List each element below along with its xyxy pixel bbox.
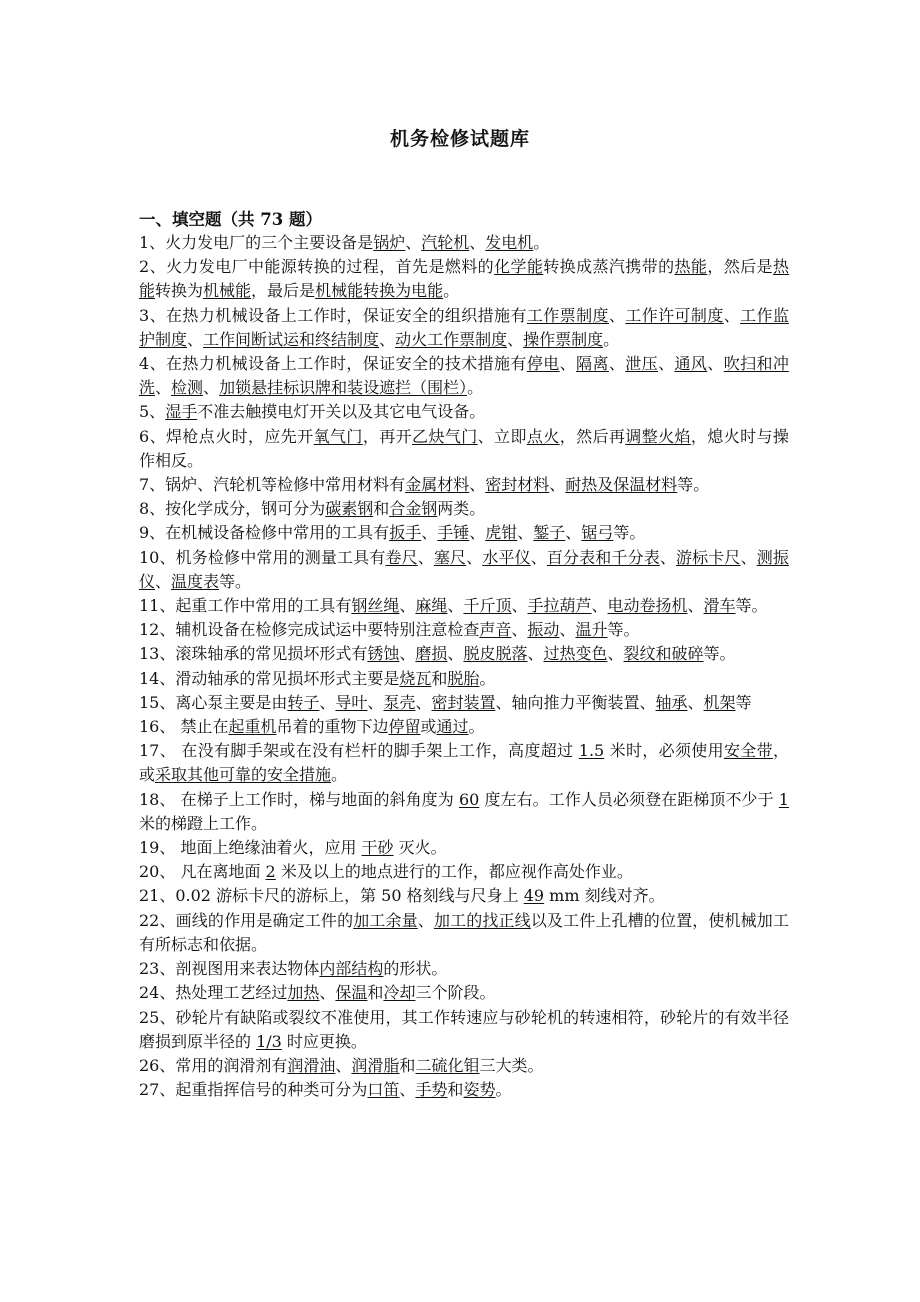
- answer-blank: 起重机: [228, 717, 277, 737]
- question-text: 等。: [613, 523, 646, 543]
- question-text: 、: [608, 354, 626, 374]
- question-text: 灭火。: [393, 838, 447, 858]
- question-text: 、: [417, 910, 434, 930]
- question-text: 度左右。工作人员必须登在距梯顶不少于: [479, 789, 779, 809]
- question-text: 、: [723, 305, 741, 325]
- question-text: 、: [607, 644, 624, 664]
- answer-blank: 2: [265, 862, 276, 882]
- question-item: [139, 546, 789, 594]
- answer-blank: 麻绳: [415, 596, 448, 616]
- answer-blank: 泵壳: [383, 692, 416, 712]
- answer-blank: 密封装置: [431, 692, 496, 712]
- question-text: 、: [559, 354, 577, 374]
- answer-blank: 卷尺: [385, 547, 418, 567]
- question-text: 5、: [139, 402, 166, 422]
- question-item: [139, 715, 789, 739]
- question-text: 、: [466, 547, 483, 567]
- question-item: [139, 957, 789, 981]
- question-text: 、: [591, 596, 608, 616]
- answer-blank: 虎钳: [485, 523, 518, 543]
- question-text: ，最后是: [251, 281, 316, 301]
- question-text: 以及工件上孔槽的位置，使机械加工有所标志和依据。: [139, 910, 789, 954]
- question-text: ，熄火时与操作相反。: [139, 426, 789, 470]
- answer-blank: 烧瓦: [399, 668, 432, 688]
- answer-blank: 润滑油: [287, 1055, 336, 1075]
- question-text: 、: [405, 233, 422, 252]
- answer-blank: 温度表: [171, 571, 220, 591]
- answer-blank: 加工余量: [353, 910, 418, 930]
- question-text: 22、画线的作用是确定工件的: [139, 910, 354, 930]
- question-text: 吊着的重物下边: [276, 717, 389, 737]
- answer-blank: 热能: [674, 257, 708, 277]
- question-text: 或: [420, 717, 437, 737]
- question-text: 、: [447, 596, 464, 616]
- question-text: 16、 禁止在: [139, 717, 229, 737]
- question-text: 、: [417, 547, 434, 567]
- question-text: 4、在热力机械设备上工作时，保证安全的技术措施有: [139, 354, 527, 374]
- answer-blank: 机械能转换为电能: [315, 281, 444, 301]
- answer-blank: 停留: [388, 717, 421, 737]
- question-item: [139, 1054, 789, 1078]
- answer-blank: 工作间断试运和终结制度: [203, 329, 380, 349]
- answer-blank: 乙炔气门: [412, 426, 478, 446]
- answer-blank: 口笛: [367, 1080, 400, 1100]
- question-item: [139, 425, 789, 473]
- question-text: 25、砂轮片有缺陷或裂纹不准使用，其工作转速应与砂轮机的转速相符，砂轮片的有效半径磨损到原半径的: [139, 1007, 789, 1051]
- question-text: 23、剖视图用来表达物体: [139, 959, 320, 979]
- question-text: 、: [659, 547, 676, 567]
- question-text: 18、 在梯子上工作时，梯与地面的斜角度为: [139, 789, 459, 809]
- answer-blank: 安全带: [723, 741, 773, 761]
- answer-blank: 滑车: [703, 596, 736, 616]
- answer-blank: 磨损: [415, 644, 448, 664]
- answer-blank: 化学能: [494, 257, 544, 277]
- question-text: 、: [530, 547, 547, 567]
- answer-blank: 隔离: [576, 354, 609, 374]
- question-item: [139, 836, 789, 860]
- answer-blank: 加热: [287, 983, 320, 1003]
- question-text: 。: [479, 668, 496, 688]
- question-text: ，或: [139, 741, 789, 785]
- question-item: [139, 497, 789, 521]
- answer-blank: 停电: [526, 354, 560, 374]
- question-text: 等。: [677, 475, 710, 495]
- answer-blank: 姿势: [463, 1080, 496, 1100]
- answer-blank: 1.5: [578, 741, 605, 761]
- answer-blank: 冷却: [383, 983, 416, 1003]
- question-text: ，再开: [362, 426, 413, 446]
- question-text: 20、 凡在离地面: [139, 862, 266, 882]
- answer-blank: 裂纹和破碎: [623, 644, 704, 664]
- question-text: 、: [399, 596, 416, 616]
- question-text: 13、滚珠轴承的常见损坏形式有: [139, 644, 368, 664]
- answer-blank: 内部结构: [319, 959, 384, 979]
- question-text: 、: [447, 644, 464, 664]
- answer-blank: 手锤: [437, 523, 470, 543]
- question-item: [139, 255, 789, 303]
- question-text: 、: [687, 692, 704, 712]
- answer-blank: 耐热及保温材料: [565, 475, 678, 495]
- question-text: 的形状。: [383, 959, 448, 979]
- question-text: 米及以上的地点进行的工作，都应视作高处作业。: [275, 862, 633, 882]
- answer-blank: 动火工作票制度: [395, 329, 508, 349]
- question-text: 、: [203, 378, 220, 398]
- question-text: 、: [187, 329, 204, 349]
- question-text: 15、离心泵主要是由: [139, 692, 288, 712]
- question-text: 、: [155, 571, 172, 591]
- question-list: [139, 231, 789, 1102]
- question-text: 24、热处理工艺经过: [139, 983, 288, 1003]
- question-text: 和: [447, 1080, 464, 1100]
- answer-blank: 二硫化钼: [415, 1055, 480, 1075]
- question-text: 两类。: [437, 499, 486, 519]
- question-item: [139, 739, 789, 787]
- answer-blank: 工作许可制度: [625, 305, 724, 325]
- question-item: [139, 1078, 789, 1102]
- question-text: 10、机务检修中常用的测量工具有: [139, 547, 386, 567]
- answer-blank: 脱胎: [447, 668, 480, 688]
- question-text: 、: [507, 329, 524, 349]
- question-text: 、: [399, 644, 416, 664]
- question-text: 。: [467, 378, 484, 398]
- answer-blank: 电动卷扬机: [607, 596, 688, 616]
- answer-blank: 导叶: [335, 692, 368, 712]
- answer-blank: 吹扫和冲洗: [139, 354, 789, 398]
- answer-blank: 锅炉: [373, 233, 406, 252]
- answer-blank: 点火: [526, 426, 560, 446]
- question-item: [139, 352, 789, 400]
- question-text: 三大类。: [479, 1055, 544, 1075]
- question-text: 三个阶段。: [415, 983, 496, 1003]
- question-text: 米时，必须使用: [604, 741, 724, 761]
- question-text: 、: [707, 354, 724, 374]
- question-item: [139, 884, 789, 908]
- answer-blank: 塞尺: [433, 547, 467, 567]
- question-item: [139, 1006, 789, 1054]
- answer-blank: 湿手: [165, 402, 198, 422]
- question-text: 、: [335, 1055, 352, 1075]
- question-item: [139, 667, 789, 691]
- question-text: 26、常用的润滑剂有: [139, 1055, 288, 1075]
- answer-blank: 干砂: [361, 838, 394, 858]
- question-text: 。: [468, 717, 485, 737]
- question-text: 、: [469, 475, 486, 495]
- question-text: 、: [658, 354, 675, 374]
- answer-blank: 热能: [139, 257, 789, 301]
- answer-blank: 锯弓: [581, 523, 614, 543]
- answer-blank: 调整火焰: [625, 426, 691, 446]
- question-text: 、: [367, 692, 384, 712]
- question-item: [139, 594, 789, 618]
- question-text: 14、滑动轴承的常见损坏形式主要是: [139, 668, 400, 688]
- answer-blank: 通过: [436, 717, 469, 737]
- answer-blank: 声音: [479, 620, 512, 640]
- question-text: 米的梯蹬上工作。: [139, 813, 268, 833]
- question-item: [139, 691, 789, 715]
- question-item: [139, 473, 789, 497]
- answer-blank: 通风: [674, 354, 708, 374]
- question-text: 等。: [607, 620, 640, 640]
- question-text: 1、火力发电厂的三个主要设备是: [139, 233, 374, 252]
- question-text: 和: [373, 499, 390, 519]
- question-text: 、: [415, 692, 432, 712]
- section-heading: 一、填空题（共 73 题）: [139, 210, 322, 229]
- answer-blank: 1/3: [256, 1031, 282, 1051]
- question-text: 转换成蒸汽携带的: [543, 257, 675, 277]
- question-text: 、: [559, 620, 576, 640]
- answer-blank: 密封材料: [485, 475, 550, 495]
- answer-blank: 49: [523, 886, 545, 906]
- question-item: [139, 618, 789, 642]
- document-title: 机务检修试题库: [389, 128, 530, 150]
- question-text: 。: [495, 1080, 512, 1100]
- question-text: 、轴向推力平衡装置、: [495, 692, 656, 712]
- question-text: 7、锅炉、汽轮机等检修中常用材料有: [139, 475, 406, 495]
- question-text: 27、起重指挥信号的种类可分为: [139, 1080, 368, 1100]
- answer-blank: 水平仪: [482, 547, 531, 567]
- question-text: 等。: [735, 596, 768, 616]
- question-item: [139, 788, 789, 836]
- question-text: 转换为: [155, 281, 204, 301]
- question-text: 、: [155, 378, 172, 398]
- question-text: 6、焊枪点火时，应先开: [139, 426, 314, 446]
- question-text: 、: [469, 233, 486, 252]
- question-text: 、: [687, 596, 704, 616]
- question-item: [139, 231, 789, 255]
- question-text: 、: [379, 329, 396, 349]
- answer-blank: 锈蚀: [367, 644, 400, 664]
- question-text: 11、起重工作中常用的工具有: [139, 596, 352, 616]
- answer-blank: 发电机: [485, 233, 534, 252]
- question-text: 。: [603, 329, 620, 349]
- question-text: 17、 在没有脚手架或在没有栏杆的脚手架上工作，高度超过: [139, 741, 579, 761]
- answer-blank: 百分表和千分表: [546, 547, 660, 567]
- answer-blank: 游标卡尺: [676, 547, 741, 567]
- answer-blank: 工作监护制度: [139, 305, 789, 349]
- question-text: 、: [740, 547, 757, 567]
- answer-blank: 采取其他可靠的安全措施: [155, 765, 332, 785]
- question-text: 、: [549, 475, 566, 495]
- question-text: 。: [533, 233, 550, 252]
- question-text: 12、辅机设备在检修完成试运中要特别注意检查: [139, 620, 480, 640]
- question-text: ，然后再: [559, 426, 626, 446]
- answer-blank: 加工的找正线: [433, 910, 531, 930]
- question-item: [139, 400, 789, 424]
- answer-blank: 手势: [415, 1080, 448, 1100]
- question-text: 8、按化学成分，钢可分为: [139, 499, 326, 519]
- answer-blank: 錾子: [533, 523, 566, 543]
- question-text: 和: [367, 983, 384, 1003]
- answer-blank: 脱皮脱落: [463, 644, 528, 664]
- answer-blank: 碳素钢: [325, 499, 374, 519]
- answer-blank: 1: [778, 789, 789, 809]
- answer-blank: 保温: [335, 983, 368, 1003]
- question-text: 、: [608, 305, 626, 325]
- answer-blank: 测振仪: [139, 547, 789, 591]
- answer-blank: 操作票制度: [523, 329, 604, 349]
- question-text: 等: [735, 692, 752, 712]
- question-item: [139, 860, 789, 884]
- answer-blank: 千斤顶: [463, 596, 512, 616]
- answer-blank: 加锁悬挂标识牌和装设遮拦（围栏）: [219, 378, 468, 398]
- answer-blank: 机械能: [203, 281, 252, 301]
- question-text: 等。: [219, 571, 252, 591]
- question-item: [139, 642, 789, 666]
- question-item: [139, 981, 789, 1005]
- question-text: 不准去触摸电灯开关以及其它电气设备。: [197, 402, 486, 422]
- question-text: 、: [527, 644, 544, 664]
- answer-blank: 汽轮机: [421, 233, 470, 252]
- answer-blank: 工作票制度: [526, 305, 609, 325]
- question-text: 和: [399, 1055, 416, 1075]
- question-item: [139, 909, 789, 957]
- question-text: 。: [331, 765, 348, 785]
- answer-blank: 过热变色: [543, 644, 608, 664]
- question-text: mm 刻线对齐。: [544, 886, 665, 906]
- question-text: 3、在热力机械设备上工作时，保证安全的组织措施有: [139, 305, 527, 325]
- answer-blank: 转子: [287, 692, 320, 712]
- answer-blank: 手拉葫芦: [527, 596, 592, 616]
- question-text: 21、0.02 游标卡尺的游标上，第 50 格刻线与尺身上: [139, 886, 524, 906]
- answer-blank: 合金钢: [389, 499, 438, 519]
- question-text: 、: [319, 983, 336, 1003]
- question-text: 9、在机械设备检修中常用的工具有: [139, 523, 390, 543]
- question-text: ，然后是: [707, 257, 773, 277]
- question-text: 、立即: [477, 426, 527, 446]
- question-text: 、: [469, 523, 486, 543]
- question-text: 、: [517, 523, 534, 543]
- question-text: 19、 地面上绝缘油着火，应用: [139, 838, 362, 858]
- answer-blank: 轴承: [655, 692, 688, 712]
- answer-blank: 温升: [575, 620, 608, 640]
- answer-blank: 振动: [527, 620, 560, 640]
- question-text: 。: [443, 281, 460, 301]
- question-text: 2、火力发电厂中能源转换的过程，首先是燃料的: [139, 257, 495, 277]
- question-text: 等。: [703, 644, 736, 664]
- question-text: 时应更换。: [281, 1031, 367, 1051]
- question-text: 、: [565, 523, 582, 543]
- answer-blank: 泄压: [625, 354, 659, 374]
- answer-blank: 机架: [703, 692, 736, 712]
- answer-blank: 扳手: [389, 523, 422, 543]
- question-text: 、: [399, 1080, 416, 1100]
- question-text: 、: [511, 620, 528, 640]
- answer-blank: 氧气门: [313, 426, 363, 446]
- answer-blank: 60: [458, 789, 480, 809]
- question-item: [139, 521, 789, 545]
- question-text: 、: [511, 596, 528, 616]
- answer-blank: 钢丝绳: [351, 596, 400, 616]
- answer-blank: 检测: [171, 378, 204, 398]
- question-item: [139, 304, 789, 352]
- question-text: 、: [319, 692, 336, 712]
- answer-blank: 润滑脂: [351, 1055, 400, 1075]
- question-text: 、: [421, 523, 438, 543]
- question-text: 和: [431, 668, 448, 688]
- answer-blank: 金属材料: [405, 475, 470, 495]
